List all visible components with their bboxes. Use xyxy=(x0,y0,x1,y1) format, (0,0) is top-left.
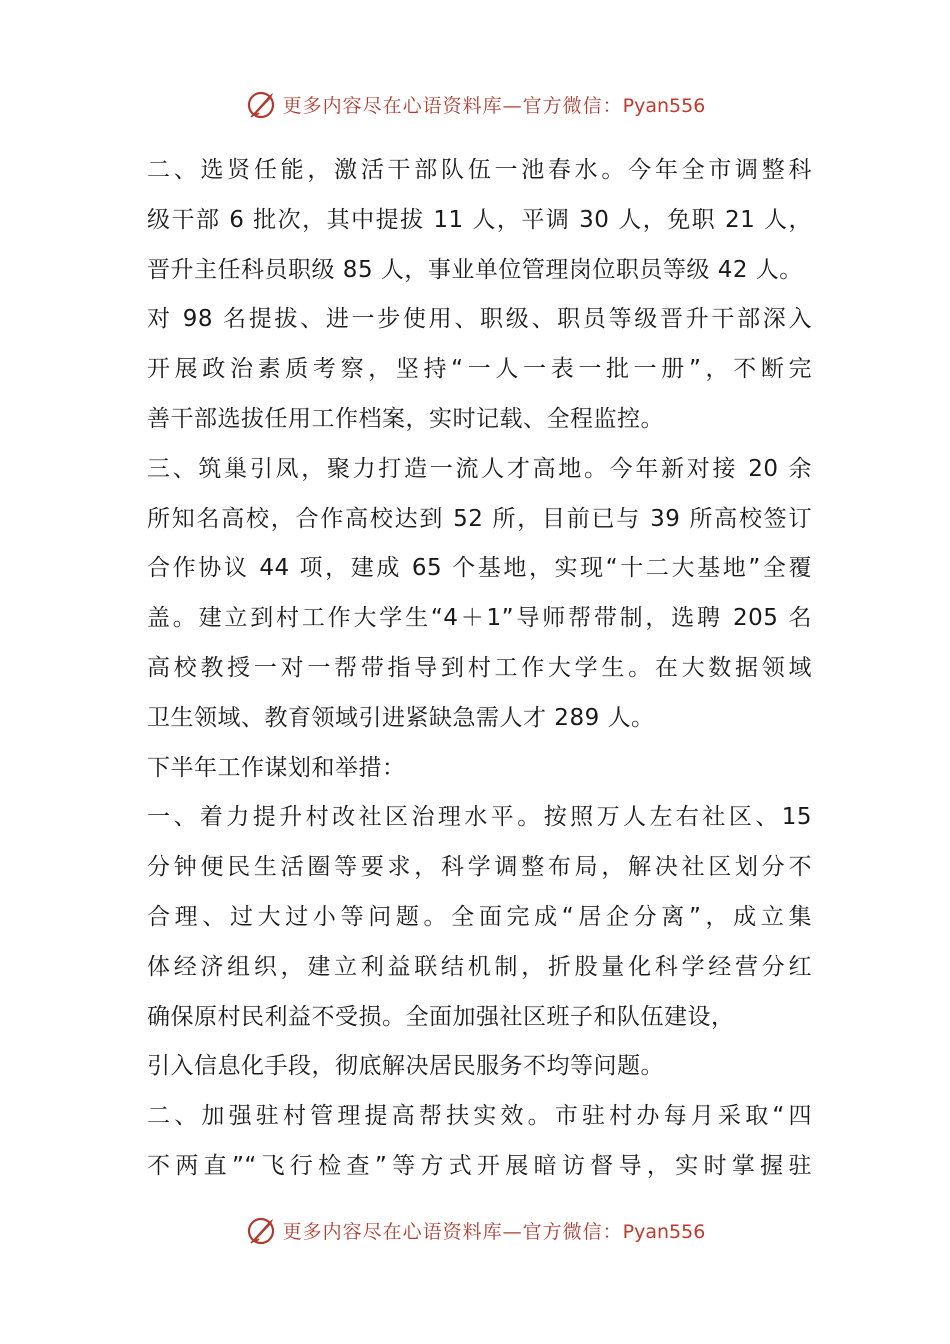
text-line: 晋升主任科员职级 85 人，事业单位管理岗位职员等级 42 人。 xyxy=(147,256,803,283)
text-line: 所知名高校，合作高校达到 52 所，目前已与 39 所高校签订 xyxy=(147,505,812,532)
watermark-footer xyxy=(0,1210,950,1250)
text-line: 引入信息化手段，彻底解决居民服务不均等问题。 xyxy=(147,1053,664,1080)
watermark-text: 更多内容尽在心语资料库—官方微信：Pyan556 xyxy=(282,94,706,117)
text-line: 二、加强驻村管理提高帮扶实效。市驻村办每月采取“四 xyxy=(147,1103,812,1130)
watermark-text: 更多内容尽在心语资料库—官方微信：Pyan556 xyxy=(282,1220,706,1243)
wechat-id: Pyan556 xyxy=(622,94,706,117)
text-line: 一、着力提升村改社区治理水平。按照万人左右社区、15 xyxy=(147,804,812,831)
text-line: 善干部选拔任用工作档案，实时记载、全程监控。 xyxy=(147,405,664,432)
text-line: 对 98 名提拔、进一步使用、职级、职员等级晋升干部深入 xyxy=(147,306,812,333)
document-body xyxy=(147,146,812,1192)
pen-nib-circle-icon xyxy=(245,87,279,121)
text-line: 不两直”“飞行检查”等方式开展暗访督导，实时掌握驻 xyxy=(147,1152,812,1179)
text-line: 分钟便民生活圈等要求，科学调整布局，解决社区划分不 xyxy=(147,854,812,881)
text-line: 合作协议 44 项，建成 65 个基地，实现“十二大基地”全覆 xyxy=(147,555,812,582)
text-line: 盖。建立到村工作大学生“4＋1”导师帮带制，选聘 205 名 xyxy=(147,605,812,632)
text-line: 体经济组织，建立利益联结机制，折股量化科学经营分红 xyxy=(147,953,812,980)
text-line: 高校教授一对一帮带指导到村工作大学生。在大数据领域 xyxy=(147,654,812,681)
text-line: 确保原村民利益不受损。全面加强社区班子和队伍建设， xyxy=(147,1003,735,1030)
text-line: 三、筑巢引凤，聚力打造一流人才高地。今年新对接 20 余 xyxy=(147,455,812,482)
text-line: 下半年工作谋划和举措： xyxy=(147,754,406,781)
text-line: 二、选贤任能，激活干部队伍一池春水。今年全市调整科 xyxy=(147,157,812,183)
text-line: 合理、过大过小等问题。全面完成“居企分离”，成立集 xyxy=(147,903,812,930)
wechat-id: Pyan556 xyxy=(622,1220,706,1243)
text-line: 开展政治素质考察，坚持“一人一表一批一册”，不断完 xyxy=(147,356,812,383)
text-line: 级干部 6 批次，其中提拔 11 人，平调 30 人，免职 21 人， xyxy=(147,206,812,233)
pen-nib-circle-icon xyxy=(245,1213,279,1247)
text-line: 卫生领域、教育领域引进紧缺急需人才 289 人。 xyxy=(147,704,655,731)
watermark-header xyxy=(0,84,950,124)
